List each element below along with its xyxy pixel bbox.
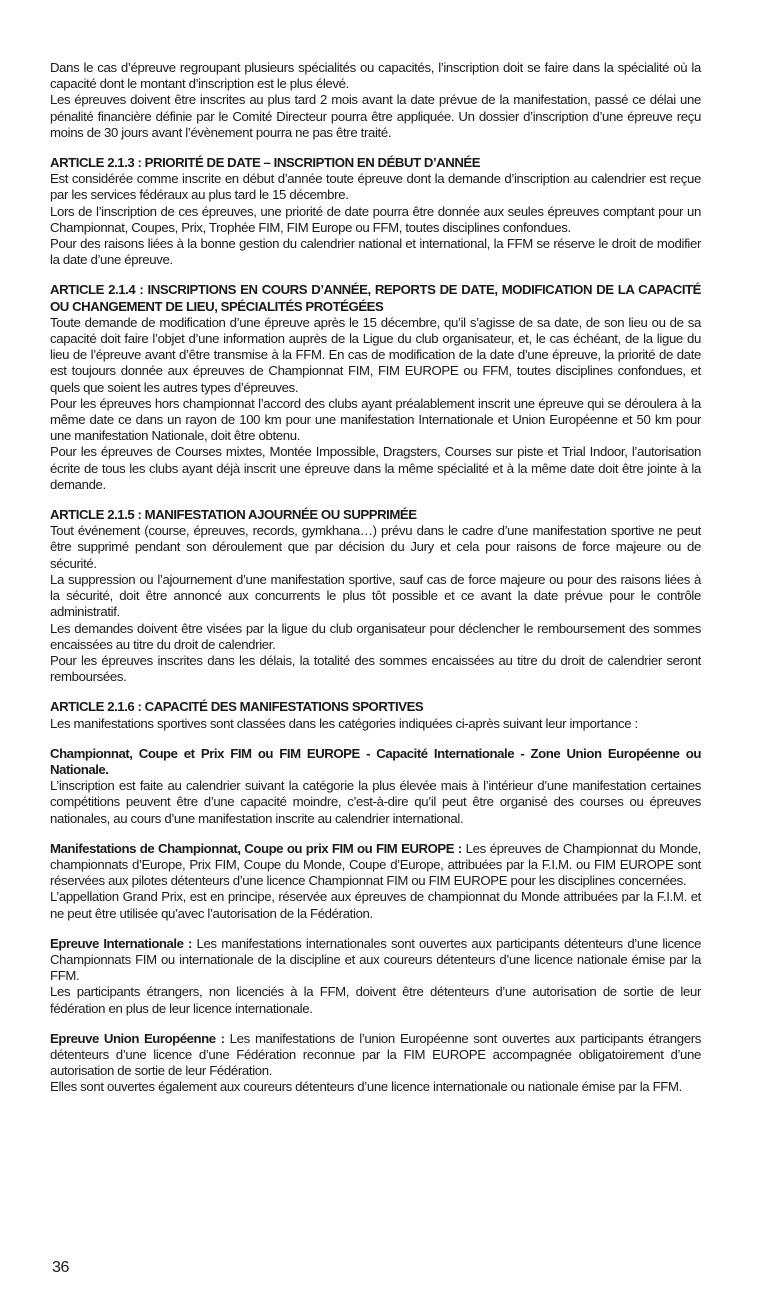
paragraph-lead: Manifestations de Championnat, Coupe ou prix FIM ou FIM EUROPE :: [50, 840, 462, 856]
paragraph: [50, 1031, 701, 1080]
section-heading: ARTICLE 2.1.4 : INSCRIPTIONS EN COURS D’ANNÉE, REPORTS DE DATE, MODIFICATION DE LA CAPACITÉ OU CHANGEMENT DE LIEU, SPÉCIALITÉS PROTÉGÉES: [50, 282, 701, 314]
paragraph: [50, 936, 701, 985]
paragraph: Tout événement (course, épreuves, records, gymkhana…) prévu dans le cadre d’une manifestation sportive ne peut être supprimé pendant son déroulement que par décision du Jury et cela pour raisons de force majeure ou de sécurité.: [50, 523, 701, 571]
paragraph: Pour les épreuves de Courses mixtes, Montée Impossible, Dragsters, Courses sur piste et Trial Indoor, l’autorisation écrite de tous les clubs ayant déjà inscrit une épreuve dans la même spécialité et à la même date doit être jointe à la demande.: [50, 444, 701, 492]
paragraph: Les manifestations sportives sont classées dans les catégories indiquées ci-après suivant leur importance :: [50, 715, 638, 731]
paragraph: Les participants étrangers, non licenciés à la FFM, doivent être détenteurs d’une autorisation de sortie de leur fédération en plus de leur licence internationale.: [50, 984, 701, 1016]
article-2-1-4: [50, 282, 701, 493]
paragraph: L’appellation Grand Prix, est en principe, réservée aux épreuves de championnat du Monde attribuées par la F.I.M. et ne peut être utilisée qu’avec l’autorisation de la Fédération.: [50, 889, 701, 921]
paragraph: Les épreuves doivent être inscrites au plus tard 2 mois avant la date prévue de la manifestation, passé ce délai une pénalité financière définie par le Comité Directeur pourra être appliquée. Un dossier d’inscription d’une épreuve reçu moins de 30 jours avant l’évènement pourra ne pas être traité.: [50, 92, 701, 140]
section-heading: ARTICLE 2.1.3 : PRIORITÉ DE DATE – INSCRIPTION EN DÉBUT D’ANNÉE: [50, 155, 481, 171]
article-2-1-6: [50, 699, 701, 1095]
paragraph-lead: Epreuve Internationale :: [50, 935, 192, 951]
paragraph: Pour les épreuves inscrites dans les délais, la totalité des sommes encaissées au titre du droit de calendrier seront remboursées.: [50, 652, 701, 685]
section-heading: ARTICLE 2.1.6 : CAPACITÉ DES MANIFESTATIONS SPORTIVES: [50, 699, 424, 715]
page-number: 36: [52, 1259, 70, 1276]
paragraph: Dans le cas d’épreuve regroupant plusieurs spécialités ou capacités, l’inscription doit se faire dans la spécialité où la capacité dont le montant d’inscription est le plus élevé.: [50, 60, 701, 92]
intro-section: [50, 60, 701, 141]
paragraph: Pour les épreuves hors championnat l’accord des clubs ayant préalablement inscrit une épreuve qui se déroulera à la même date ce dans un rayon de 100 km pour une manifestation Internationale et Union Européenne et 50 km pour une manifestation Nationale, doit être obtenu.: [50, 395, 701, 444]
article-2-1-3: [50, 155, 701, 268]
paragraph: Lors de l’inscription de ces épreuves, une priorité de date pourra être donnée aux seules épreuves comptant pour un Championnat, Coupes, Prix, Trophée FIM, FIM Europe ou FFM, toutes disciplines confondues.: [50, 203, 701, 235]
paragraph: La suppression ou l’ajournement d’une manifestation sportive, sauf cas de force majeure ou pour des raisons liées à la sécurité, doit être annoncé aux concurrents le plus tôt possible et ce avant la date prévue pour le contrôle administratif.: [50, 571, 701, 620]
paragraph: Les demandes doivent être visées par la ligue du club organisateur pour déclencher le remboursement des sommes encaissées au titre du droit de calendrier.: [50, 620, 701, 652]
paragraph: [50, 841, 701, 890]
subsection-heading: Championnat, Coupe et Prix FIM ou FIM EUROPE - Capacité Internationale - Zone Union Européenne ou Nationale.: [50, 745, 701, 777]
paragraph-text: Les épreuves de Championnat du Monde, championnats d’Europe, Prix FIM, Coupe du Monde, Coupe d’Europe, attribuées par la F.I.M. ou FIM EUROPE sont réservées aux pilotes détenteurs d’une licence Championnat FIM ou FIM EUROPE pour les disciplines concernées.: [50, 840, 701, 889]
paragraph: Toute demande de modification d’une épreuve après le 15 décembre, qu’il s’agisse de sa date, de son lieu ou de sa capacité doit faire l’objet d’une information auprès de la Ligue du club organisateur, et, le cas échéant, de la ligue du lieu de l’épreuve avant d’être transmise à la FFM. En cas de modification de la date d’une épreuve, la priorité de date est toujours donnée aux épreuves de Championnat FIM, FIM EUROPE ou FFM, toutes disciplines confondues, et quels que soient les autres types d’épreuves.: [50, 314, 701, 395]
paragraph-text: Les manifestations internationales sont ouvertes aux participants détenteurs d’une licence Championnats FIM ou internationale de la discipline et aux coureurs détenteurs d’une licence nationale émise par la FFM.: [50, 935, 701, 984]
paragraph: L’inscription est faite au calendrier suivant la catégorie la plus élevée mais à l’intérieur d’une manifestation certaines compétitions peuvent être d’une capacité moindre, c’est-à-dire qu’il peut être organisé des courses ou épreuves nationales, au cours d’une manifestation inscrite au calendrier international.: [50, 778, 701, 826]
article-2-1-5: [50, 507, 701, 685]
paragraph-lead: Epreuve Union Européenne :: [50, 1030, 225, 1046]
paragraph: Est considérée comme inscrite en début d’année toute épreuve dont la demande d’inscription au calendrier est reçue par les services fédéraux au plus tard le 15 décembre.: [50, 171, 701, 203]
paragraph: Pour des raisons liées à la bonne gestion du calendrier national et international, la FFM se réserve le droit de modifier la date d’une épreuve.: [50, 236, 701, 268]
section-heading: ARTICLE 2.1.5 : MANIFESTATION AJOURNÉE OU SUPPRIMÉE: [50, 507, 417, 523]
paragraph: Elles sont ouvertes également aux coureurs détenteurs d’une licence internationale ou nationale émise par la FFM.: [50, 1079, 682, 1095]
paragraph-text: Les manifestations de l’union Européenne sont ouvertes aux participants étrangers détenteurs d’une licence d’une Fédération reconnue par la FIM EUROPE accompagnée obligatoirement d’une autorisation de sortie de leur Fédération.: [50, 1030, 701, 1079]
